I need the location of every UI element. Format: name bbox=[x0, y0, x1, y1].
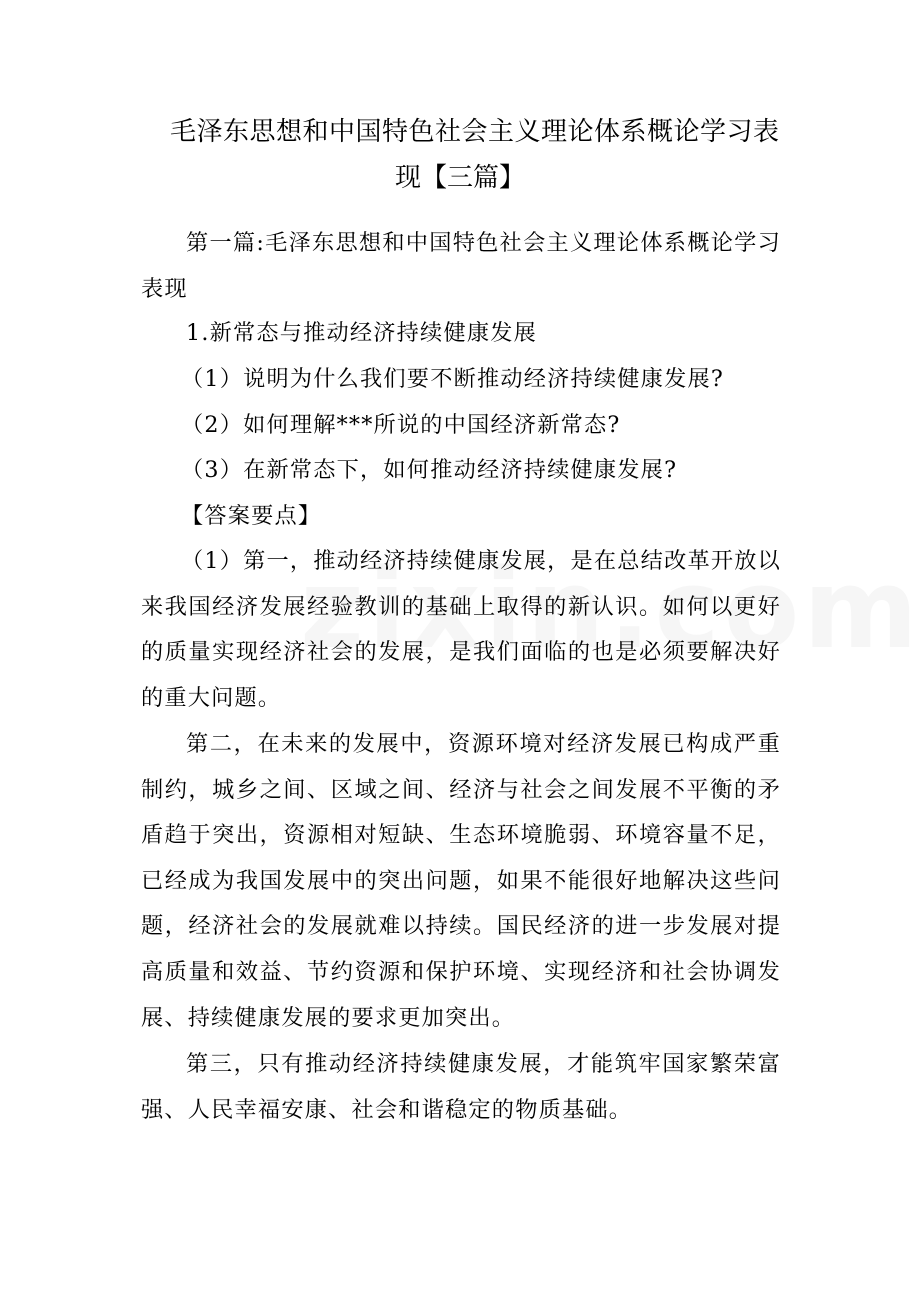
question-1: （1）说明为什么我们要不断推动经济持续健康发展? bbox=[181, 366, 724, 392]
answer-paragraph-3: 第三，只有推动经济持续健康发展，才能筑牢国家繁荣富强、人民幸福安康、社会和谐稳定的物质基础。 bbox=[141, 1051, 781, 1123]
question-2: （2）如何理解***所说的中国经济新常态? bbox=[181, 412, 621, 438]
section-heading: 1.新常态与推动经济持续健康发展 bbox=[186, 320, 537, 346]
document-title-line-1: 毛泽东思想和中国特色社会主义理论体系概论学习表 bbox=[170, 117, 780, 147]
answer-paragraph-2: 第二，在未来的发展中，资源环境对经济发展已构成严重制约，城乡之间、区域之间、经济与社会之间发展不平衡的矛盾趋于突出，资源相对短缺、生态环境脆弱、环境容量不足，已经成为我国发展中的突出问题，如果不能很好地解决这些问题，经济社会的发展就难以持续。国民经济的进一步发展对提高质量和效益、节约资源和保护环境、实现经济和社会协调发展、持续健康发展的要求更加突出。 bbox=[141, 731, 781, 1031]
answer-paragraph-1: （1）第一，推动经济持续健康发展，是在总结改革开放以来我国经济发展经验教训的基础上取得的新认识。如何以更好的质量实现经济社会的发展，是我们面临的也是必须要解决好的重大问题。 bbox=[141, 548, 782, 711]
chapter-heading: 第一篇:毛泽东思想和中国特色社会主义理论体系概论学习表现 bbox=[141, 230, 781, 302]
answer-label: 【答案要点】 bbox=[181, 503, 322, 529]
question-3: （3）在新常态下，如何推动经济持续健康发展? bbox=[181, 457, 678, 483]
document-title-line-2: 现【三篇】 bbox=[394, 163, 525, 193]
